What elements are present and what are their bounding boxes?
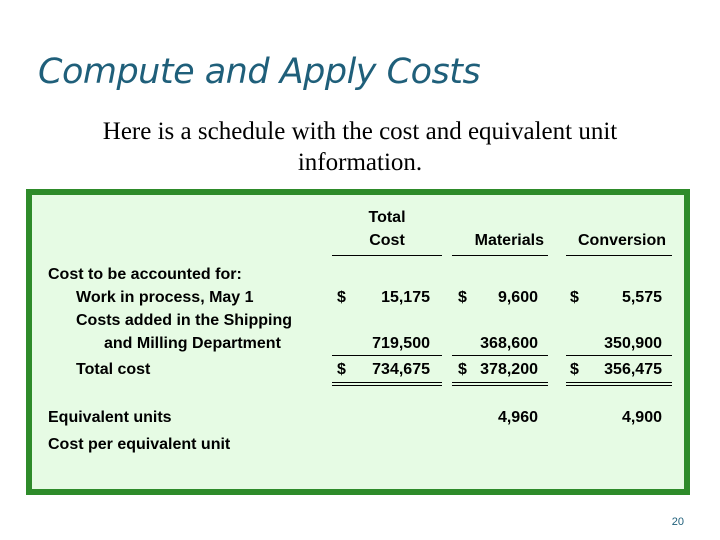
row-label-costs-added-1: Costs added in the Shipping (76, 312, 292, 329)
double-line-total-1 (332, 382, 442, 383)
row-label-equivalent-units: Equivalent units (48, 409, 172, 426)
row-label-costs-added-2: and Milling Department (104, 335, 281, 352)
header-materials: Materials (474, 232, 544, 249)
slide-title: Compute and Apply Costs (38, 52, 481, 92)
wip-conversion-value: 5,575 (621, 289, 662, 306)
slide-subtitle: Here is a schedule with the cost and equivalent unit information. (102, 118, 618, 176)
double-line-conversion-1 (566, 382, 672, 383)
header-conversion: Conversion (577, 232, 666, 249)
subtotal-line-materials (452, 355, 548, 356)
total-conversion-value: 356,475 (604, 361, 662, 378)
wip-total-dollar: $ (337, 289, 346, 306)
header-underline-total (332, 255, 442, 256)
eu-materials-value: 4,960 (497, 409, 538, 426)
header-underline-conversion (566, 255, 672, 256)
header-underline-materials (452, 255, 548, 256)
eu-conversion-value: 4,900 (621, 409, 662, 426)
row-label-cost-accounted: Cost to be accounted for: (48, 266, 242, 283)
wip-total-value: 15,175 (381, 289, 430, 306)
wip-conversion-dollar: $ (570, 289, 579, 306)
cost-schedule-panel (26, 189, 690, 495)
row-label-cost-per-equivalent-unit: Cost per equivalent unit (48, 436, 231, 453)
added-materials-value: 368,600 (480, 335, 538, 352)
total-conversion-dollar: $ (570, 361, 579, 378)
added-conversion-value: 350,900 (604, 335, 662, 352)
double-line-materials-2 (452, 385, 548, 386)
wip-materials-dollar: $ (458, 289, 467, 306)
total-materials-value: 378,200 (480, 361, 538, 378)
header-total-cost-line1: Total (368, 209, 406, 226)
row-label-total-cost: Total cost (76, 361, 151, 378)
total-total-dollar: $ (337, 361, 346, 378)
total-materials-dollar: $ (458, 361, 467, 378)
subtotal-line-total (332, 355, 442, 356)
double-line-conversion-2 (566, 385, 672, 386)
double-line-total-2 (332, 385, 442, 386)
total-total-value: 734,675 (372, 361, 430, 378)
row-label-wip: Work in process, May 1 (76, 289, 254, 306)
header-total-cost-line2: Cost (369, 232, 405, 249)
page-number: 20 (671, 516, 684, 528)
added-total-value: 719,500 (372, 335, 430, 352)
wip-materials-value: 9,600 (497, 289, 538, 306)
subtotal-line-conversion (566, 355, 672, 356)
double-line-materials-1 (452, 382, 548, 383)
